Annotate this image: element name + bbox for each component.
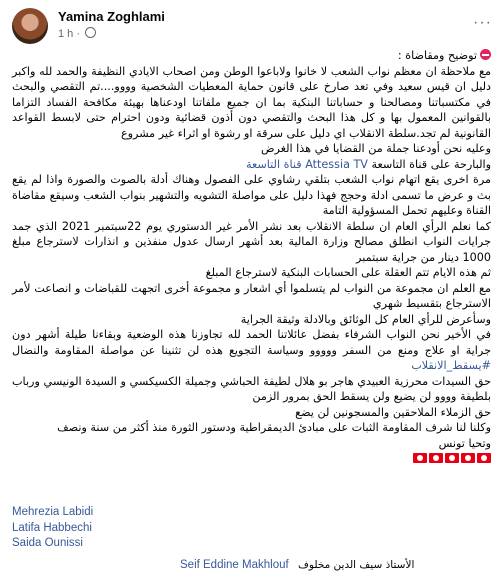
post-paragraph: وعليه نحن أودعنا جملة من القضايا في هذا الغرض: [261, 142, 491, 155]
tunisia-flag-icon: [413, 453, 427, 463]
post-paragraph: ثم هذه الايام تتم العقلة على الحسابات البنكية لاسترجاع المبلغ: [205, 266, 491, 279]
globe-icon: [85, 27, 96, 38]
post-paragraph: توضيح ومقاضاة :: [12, 48, 491, 64]
flags-row: [12, 451, 491, 467]
post-paragraph: مرة اخرى يقع اتهام نواب الشعب بتلقي رشاوي على الفصول وهناك أدلة بالصوت والصورة واذا لم يقع بث و عرض ما تسمى ادلة وحجج فهذا دليل على مواصلة التشويه والتشهير بنواب الشعب وسيقع مقاضاة القناة وعليهم تحمل المسؤولية التامة: [12, 173, 491, 217]
tag-link[interactable]: Mehrezia Labidi: [12, 506, 94, 518]
post-paragraph: كما نعلم الرأي العام ان سلطة الانقلاب بعد نشر الأمر غير الدستوري يوم 22سبتمبر 2021 الذي جمد جرايات النواب انطلق مصالح وزارة المالية بعد أشهر ارسال عدول منفذين و انذارات لاسترجاع مبلغ 1000 دينار من جراية سبتمبر: [12, 219, 491, 264]
tunisia-flag-icon: [461, 453, 475, 463]
tunisia-flag-icon: [477, 453, 491, 463]
tag-link[interactable]: Latifa Habbechi: [12, 521, 92, 534]
tunisia-flag-icon: [445, 453, 459, 463]
tag-link[interactable]: Saida Ounissi: [12, 537, 83, 549]
signature-prefix: الأستاذ سيف الدين مخلوف: [298, 559, 415, 571]
post-body: [12, 48, 491, 467]
post-paragraph: حق الزملاء الملاحقين والمسجونين لن يضع: [295, 405, 491, 419]
signature-link[interactable]: Seif Eddine Makhlouf: [180, 559, 289, 571]
post-time[interactable]: 1 h: [58, 28, 74, 40]
post-header: [12, 8, 492, 44]
hashtag-link[interactable]: #يسقط_الانقلاب: [411, 359, 491, 372]
post-paragraph: والبارحة على قناة التاسعة Attessia TV قناة التاسعة: [246, 157, 491, 171]
avatar[interactable]: [12, 8, 48, 44]
post-meta: 1 h ·: [58, 27, 96, 40]
more-icon[interactable]: ···: [473, 14, 492, 31]
signature-line: [180, 559, 414, 571]
author-name[interactable]: Yamina Zoghlami: [58, 9, 165, 24]
post-paragraph: في الأخير نحن النواب الشرفاء بفضل عائلاتنا الحمد لله تجاوزنا هذه الوضعية وبقاءنا طيلة أشهر دون جراية او علاج ومنع من السفر ووووو وسياسة التجويع هذه لن تثنينا عن مواصلة المقاومة والنضال #يسقط_الانقلاب: [12, 328, 491, 372]
post-paragraph: وتحيا تونس: [438, 436, 491, 450]
tagged-people: [12, 505, 93, 552]
no-entry-icon: [480, 49, 491, 60]
post-paragraph: مع العلم ان مجموعة من النواب لم يتسلموا أي اشعار و مجموعة أخرى اتجهت للقباضات و انصاعت لأمر الاسترجاع بتقسيط شهري: [12, 281, 491, 310]
tunisia-flag-icon: [429, 453, 443, 463]
post-paragraph: حق السيدات محرزية العبيدي هاجر بو هلال لطيفة الحباشي وجميلة الكسيكسي و السيدة الونيسي ورباب بلطيفة وووو لن يضيع ولن يسقط الحق بمرور الزمن: [12, 374, 491, 403]
post-paragraph: وسأعرض للرأي العام كل الوثائق وبالادلة وثيقة الجراية: [240, 312, 491, 326]
post-paragraph: وكلنا لنا شرف المقاومة الثبات على مبادئ الديمقراطية ودستور الثورة منذ أكثر من سنة ونصف: [57, 421, 491, 434]
channel-link[interactable]: Attessia TV قناة التاسعة: [246, 157, 368, 171]
post-paragraph: مع ملاحظة ان معظم نواب الشعب لا خانوا ولاباعوا الوطن ومن اصحاب الايادي النظيفة والحمد لله واكبر دليل ان قيس سعيد وفي تعد صارخ على قانون حماية المعطيات الشخصية وووو....تم التقصي والبحث في مكتسباتنا ومصالحنا و حساباتنا البنكية بما ان جميع ملفاتنا اودعناها بهيئة مكافحة الفساد التزاما بالقوانين المعمول بها و كل هذا البحث والتقصي دون أذون قضائية ودون احترام حتى لابسط القواعد القانونية لم تجد.سلطة الانقلاب اي دليل على سرقة او رشوة او اثراء غير مشروع: [12, 64, 491, 140]
